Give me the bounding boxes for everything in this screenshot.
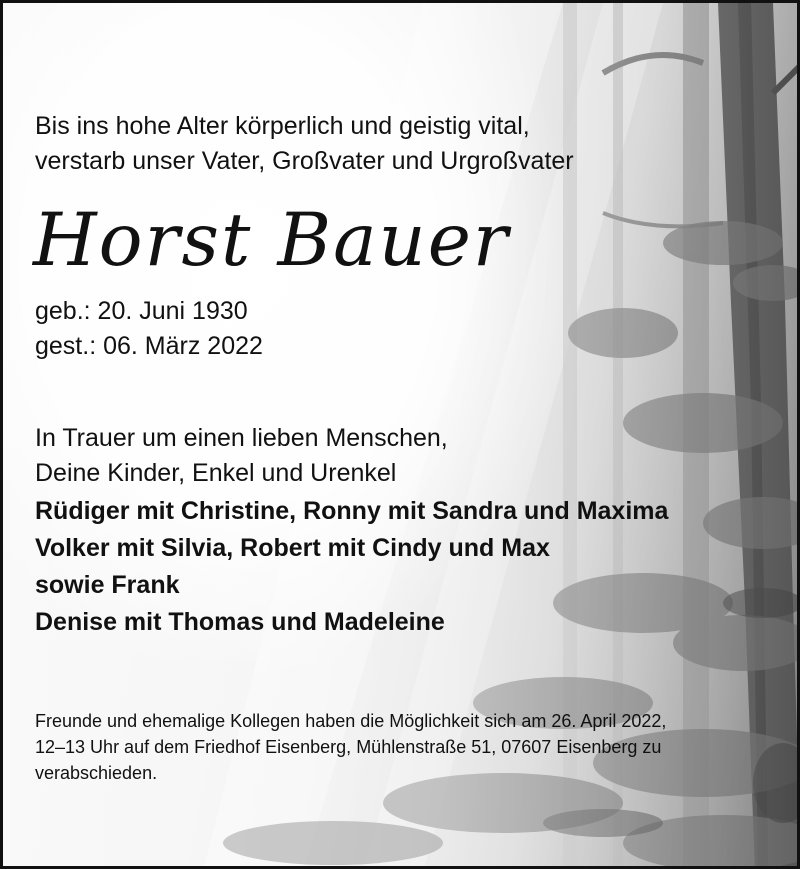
farewell-info xyxy=(35,708,765,786)
farewell-line: Freunde und ehemalige Kollegen haben die Möglichkeit sich am 26. April 2022, xyxy=(35,711,667,731)
intro-text xyxy=(35,109,695,179)
family-names xyxy=(35,493,668,641)
mourning-text xyxy=(35,421,448,491)
life-dates xyxy=(35,294,263,364)
deceased-name: Horst Bauer xyxy=(33,198,510,283)
death-date: gest.: 06. März 2022 xyxy=(35,332,263,360)
mourning-line: In Trauer um einen lieben Menschen, xyxy=(35,424,448,452)
family-line: Denise mit Thomas und Madeleine xyxy=(35,608,445,636)
farewell-line: verabschieden. xyxy=(35,763,158,783)
farewell-line: 12–13 Uhr auf dem Friedhof Eisenberg, Mühlenstraße 51, 07607 Eisenberg zu xyxy=(35,737,662,757)
intro-line: verstarb unser Vater, Großvater und Urgroßvater xyxy=(35,147,574,175)
mourning-line: Deine Kinder, Enkel und Urenkel xyxy=(35,459,397,487)
family-line: Rüdiger mit Christine, Ronny mit Sandra und Maxima xyxy=(35,497,669,525)
family-line: Volker mit Silvia, Robert mit Cindy und Max xyxy=(35,534,550,562)
intro-line: Bis ins hohe Alter körperlich und geistig vital, xyxy=(35,112,530,140)
notice-text xyxy=(3,3,800,869)
birth-date: geb.: 20. Juni 1930 xyxy=(35,297,248,325)
family-line: sowie Frank xyxy=(35,571,180,599)
